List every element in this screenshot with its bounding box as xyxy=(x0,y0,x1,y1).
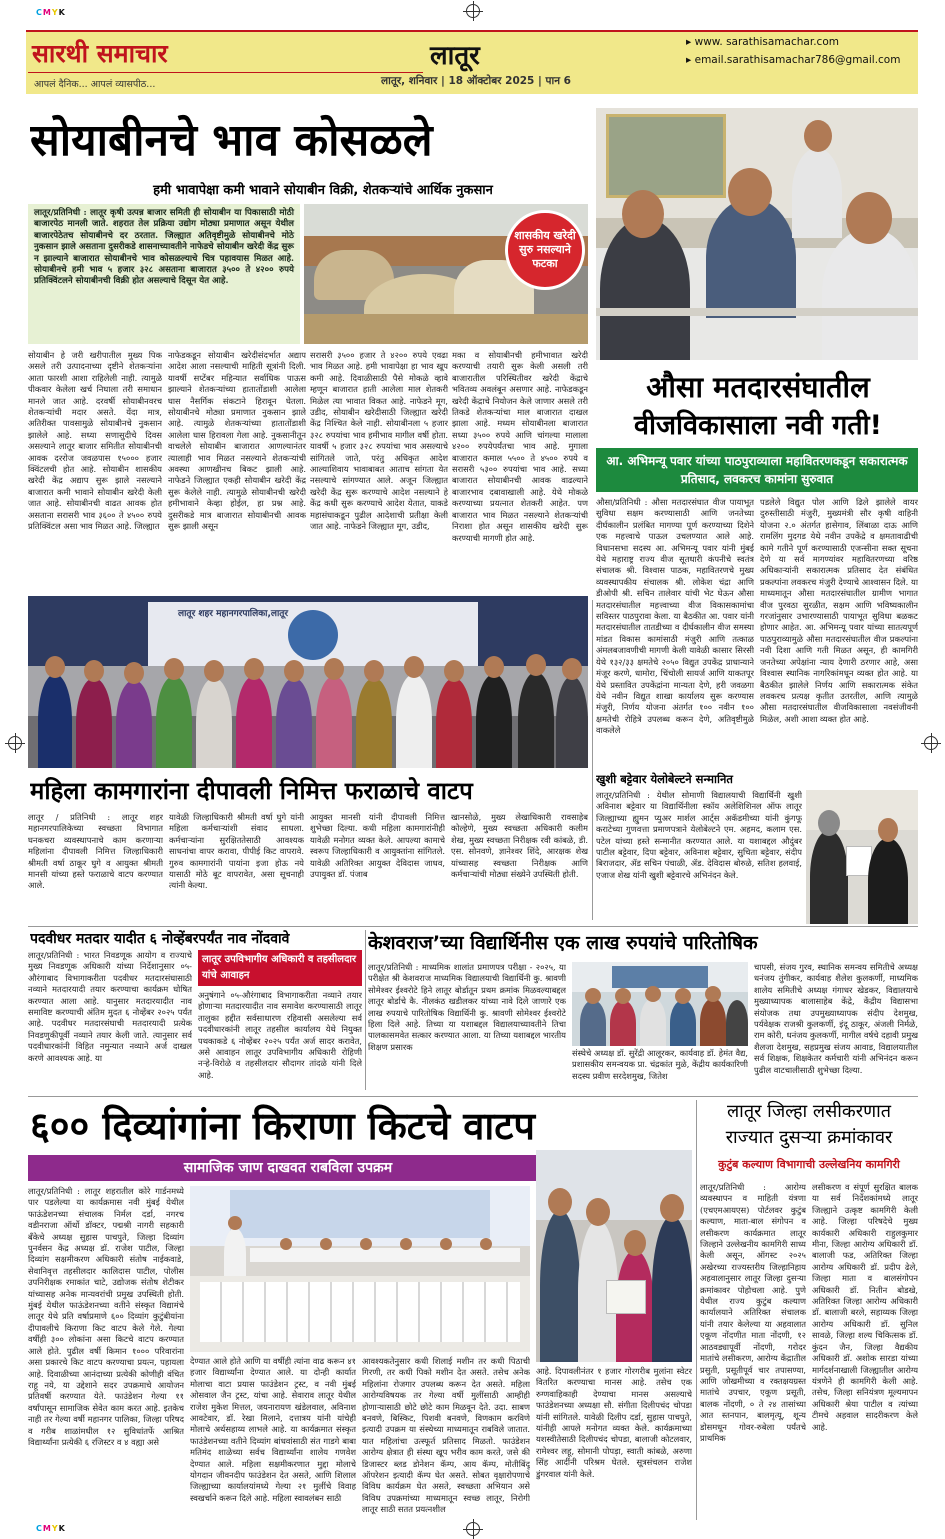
women-col1: लातूर / प्रतिनिधी : लातूर शहर महानगरपालिकेच्या स्वच्छता विभागात घनकचरा व्यवस्थापनाचे काम करणाऱ्या महिलांना दीपावली निमित्त जिल्हाधिकारी श्रीमती वर्षा ठाकूर घुगे व आयुक्त श्रीमती मानसी यांच्या हस्ते फराळाचे वाटप करण्यात आले. xyxy=(28,812,163,891)
website-link[interactable]: ▸ www. sarathisamachar.com xyxy=(686,36,839,48)
cmyk-mark-top: CMYK xyxy=(36,8,66,17)
divyang-col4: आहे. दिपावलीनंतर १ हजार गोरगरीब मुलांना स्वेटर वितरित करण्याचा मानस आहे. तसेच एक रुग्णवाहिकाही देण्याचा मानस असल्याचे फाउंडेशनच्या अध्यक्षा सौ. संगीता दिलीपचंद चोपडा यांनी सांगितले. यावेळी दिलीप दर्डा, सुहास पाचपुते, यांनीही आपले मनोगत व्यक्त केले. कार्यक्रमाच्या यशस्वीतेसाठी दिलीपचंद चोपडा, बालाजी कोटलवार, रामेश्वर लहू, सोमानी पोपड़ा, स्वाती कांबळे, अरुणा सिंह आदींनी परिश्रम घेतले. सूत्रसंचलन राजेश डुंगरवाल यांनी केले. xyxy=(536,1366,692,1479)
divyang-headline: ६०० दिव्यांगांना किराणा किटचे वाटप xyxy=(30,1104,536,1148)
registration-mark-left xyxy=(8,736,22,750)
edition-name: लातूर xyxy=(430,41,480,71)
masthead-tagline: आपलं दैनिक... आपलं व्यासपीठ... xyxy=(34,79,156,90)
mail-icon: ▸ xyxy=(686,54,695,66)
email-link[interactable]: ▸ email.sarathisamachar786@gmail.com xyxy=(686,54,901,66)
keshav-award-photo xyxy=(572,962,748,1046)
women-photo-banner: लातूर शहर महानगरपालिका,लातूर xyxy=(178,609,289,619)
registration-mark-right xyxy=(924,736,938,750)
soybean-subhead: हमी भावापेक्षा कमी भावाने सोयाबीन विक्री, शेतकऱ्यांचे आर्थिक नुकसान xyxy=(153,183,493,198)
ausa-meeting-photo xyxy=(596,108,918,360)
divyang-col2: देण्यात आले होते आणि या वर्षीही त्यांना वाढ करून ४१ हजार विद्यार्थ्यांना देण्यात आले. या दोन्ही कार्यात मोलाचा वाटा प्रयास फाउंडेशन ट्रस्ट, व नवी मुंबई ओसवाल जैन ट्रस्ट, यांचा आहे. सेवाराव लातूर येथील राजेश मुकेश मित्तल, जयनारायण खंडेलवाल, अविनाश आवटेवार, डॉ. रेखा मिलाने, दत्तात्रय यांनी यांचेही मोलाचे अर्थसहाय्य लाभले आहे. या कार्यक्रमात संस्कृत फाउंडेशनच्या वतीने दिव्यांग बांधवांसाठी संत गाडगे बाबा मतिमंद शाळेच्या सर्वच विद्यार्थ्यांना शालेय गणवेश देण्यात आले. महिला सक्षमीकरणात मुद्दा मोलाचे योगदान जीवनदीप फाउंडेशन देत असते, आणि शिलाल जिल्ह्याच्या कार्यालयांमध्ये गेल्या २१ मुलींचे विवाह स्वखर्चाने करून दिले आहे. महिला स्वावलंबन साठी xyxy=(190,1356,356,1503)
women-event-photo xyxy=(28,596,588,768)
khushi-body: लातूर/प्रतिनिधी : येथील सोमाणी विद्यालयाची विद्यार्थिनी खुशी अविनाश बट्टेवार या विद्यार्थिनीला स्कॉय अलेशिशिनल ऑफ लातूर जिल्ह्याच्या ह्युमन प्युअर मार्शल आर्ट्स अकॅडमीच्या यांनी कुंगफू कराटेच्या गुणवत्ता प्रमाणपत्राने येलोबेल्टने एम. अहमद, कलाम एस. पटेल यांच्या हस्ते सन्मानीत करण्यात आले. या यशाबद्दल औदुंबर पाटील बट्टेवार, दिपा बट्टेवार, अविनाश बट्टेवार, सुचिता बट्टेवार, संदीप बिराजदार, ॲड सचिन पंचाळी, ॲड. देविदास बोरुळे, सतिश हलवाई, एजाज शेख यांनी खुशी बट्टेवारचे अभिनंदन केले. xyxy=(596,790,802,880)
soybean-col1: सोयाबीन हे जरी खरीपातील मुख्य पिक असले तरी उत्पादनाच्या दृष्टीने शेतकऱ्यांना आता फारशी आशा राहिलेली नाही. त्यामुळे पीकवार केलेला खर्च निघाला तरी समाधान मानले जात आहे. दरवर्षी सोयाबीनवरच शेतकऱ्यांची मदार असते. येंदा मात्र, अतिरीक्त पावसामुळे सोयाबीनचे नुकसान झालेले आहे. सध्या सणासुदीचे दिवस असल्याने लातूर बाजार समितीत सोयाबीनची आवक दररोज जवळपास १५००० हजार क्विंटलची होत आहे. सोयाबीन शासकीय खरेदी केंद्र अद्याप सुरू झाले नसल्याने बाजारात कमी भावाने सोयाबीन खरेदी केली जात आहे. सोयाबीनची वाढत आवक होत असताना सरासरी भाव ३६०० ते ४५०० रुपये प्रतिक्विंटल असा भाव मिळत आहे. जिल्ह्यात xyxy=(28,350,162,532)
divyang-col1: लातूर/प्रतिनिधी : लातूर शहरातील कोरे गार्डनमध्ये पार पडलेल्या या कार्यक्रमास नवी मुंबई येथील फाऊंडेशनच्या संचालक निर्मल दर्डा, नगरच वडीनराजा ऑर्थो डॉक्टर, पद्मश्री नागरी सहकारी बँकेचे अध्यक्ष सुहास पाचपुते, जिल्हा दिव्यांग पुनर्वसन केंद्र अध्यक्ष डॉ. राजेश पाटील, जिल्हा दिव्यांग सक्षमीकरण अधिकारी संतोष नाईकवाडे, सेवानिवृत्त तहसीलदार कालिदास पाटील, पोलीस उपनिरीक्षक रमाकांत चाटे, उद्योजक संतोष शेटीकर यांच्यासह अनेक मान्यवरांची प्रमुख उपस्थिती होती. मुंबई येथील फाऊंडेशनच्या वतीने संस्कृत विद्यामंचे लातूर येथे प्रति वर्षाप्रमाणे ६०० दिव्यांग कुटुंबीयांना दीपावलीचे किराणा किट वाटप केले गेले. गेल्या वर्षीही ३०० लोकांना असा किटचे वाटप करण्यात आले होते. पुढील वर्षी किमान १००० परिवारांना असा प्रकारचे किट वाटप करण्याचा प्रयत्न, पहायला आहे. दिवाळीच्या आनंदाच्या प्रत्येकी कोणीही वंचित राहू नये, या उद्देशाने सदर उपक्रमाचे आयोजन प्रतिवर्षी करण्यात येते. फाउंडेशन गेल्या ११ वर्षांपासून सामाजिक सेवेत काम करत आहे. इतकेच नाही तर गेल्या वर्षी महानगर पालिका, जिल्हा परिषद व गरीब शाळांमधील १२ सुविधांतर्फे आश्रित विद्यार्थ्यांना प्रत्येकी ६ रजिस्टर व ४ वह्या असे xyxy=(28,1186,184,1447)
divyang-subhead: सामाजिक जाण दाखवत राबविला उपक्रम xyxy=(28,1155,548,1181)
women-col2: यावेळी जिल्हाधिकारी श्रीमती वर्षा घुगे यांनी महिला कर्मचाऱ्यांशी संवाद साधला. कर्मचाऱ्यांना सुरक्षिततेसाठी आवश्यक साधनांचा वापर करावा, पीपीई किट वापरावे. गुरुव कामगारांनी पायांना इजा होऊ नये यासाठी मोठे बूट वापरावेत, असा सूचनाही त्यांनी केल्या. xyxy=(169,812,304,891)
vaccination-headline-line1: लातूर जिल्हा लसीकरणात xyxy=(726,1101,892,1122)
keshav-headline: केशवराज’च्या विद्यार्थिनीस एक लाख रुपयांचे पारितोषिक xyxy=(368,932,758,954)
keshav-col1: लातूर/प्रतिनिधी : माध्यमिक शालांत प्रमाणपत्र परीक्षा - २०२५, या परीक्षेत श्री केशवराज माध्यमिक विद्यालयाची विद्यार्थिनी कु. श्रावणी सोमेश्वर ईश्वरोटे हिने लातूर बोर्डातून प्रथम क्रमांक मिळवल्याबद्दल लातूर बोर्डाचे कै. नीलकंठ खडीलकर यांच्या नावे दिले जाणारे एक लाख रुपयाचे पारितोषिक विद्यार्थिनी कु. श्रावणी सोमेश्वर ईश्वरोटे हिला दिले आहे. तिच्या या यशाबद्दल विद्यालयाच्यावतीने तिचा पालकासमवेत सत्कार करण्यात आला. या तिच्या यशाबद्दल भारतीय शिक्षण प्रसारक xyxy=(368,962,566,1052)
dateline: लातूर, शनिवार | 18 ऑक्टोबर 2025 | पान 6 xyxy=(381,75,571,87)
vaccination-subhead: कुटुंब कल्याण विभागाची उल्लेखनिय कामगिरी xyxy=(718,1158,900,1171)
cmyk-mark-bottom: CMYK xyxy=(36,1524,66,1533)
globe-icon: ▸ xyxy=(686,36,695,48)
vaccination-col1: लातूर/प्रतिनिधी : आरोग्य व्यवस्थापन व माहिती यंत्रणा (एचएमआयएस) पोर्टलवर कुटुंब कल्याण, माता-बाल संगोपन व लसीकरण कार्यक्रमात लातूर जिल्हाने उल्लेखनीय कामगिरी साध्य केली असून, ऑगस्ट २०२५ अखेरच्या राज्यस्तरीय जिल्हानिहाय अहवालानुसार लातूर जिल्हा दुसऱ्या क्रमांकावर पोहोचला आहे. पुणे येथील राज्य कुटुंब कल्याण कार्यालयाने अतिरिक्त संचालक यांनी तयार केलेल्या या अहवालात एकूण नोंदणीत माता नोंदणी, १२ आठवड्यापूर्वी नोंदणी, गरोदर मातांचे लसीकरण, आरोग्य केंद्रातील प्रसुती, प्रसूतीपूर्व चार तपासण्या, आणि जोखमीच्या व रक्तक्षयग्रस्त मातांचे उपचार, एकूण प्रसूती, बालक नोंदणी, ० ते २४ तासांच्या आत स्तनपान, बालमृत्यू, शून्य डोसमधून गोवर-रुबेला पर्यंतचे प्राथमिक xyxy=(700,1182,806,1443)
soybean-col4: मका व सोयाबीनची हमीभावात खरेदी करण्याची तयारी सुरू केली असली तरी बाजारातील परिस्थितीवर खरेदी केंद्राचे भवितव्य अवलंबून असणार आहे. नाफेडकडून खरेदी केंद्राचे नियोजन केले जाणार असले तरी तिकडे शेतकऱ्यांचा माल बाजारात दाखल झाला आहे. मध्यम सोयाबीनला बाजारात सध्या ३५०० रुपये आणि चांगल्या मालाला ४२०० रुपयेपर्यंतचा भाव आहे. मुगाला बाजारात कमाल ५५०० ते ४५०० रुपये व सरासरी ५३०० रुपयांचा भाव आहे. सध्या बाजारात सोयाबीनची आवक वाढल्याने बाजारभाव दबावाखाली आहे. येथे मोकळे करण्याच्या प्रयत्नात शेतकरी आहेत. पण बाजारात भाव मिळत नसल्याने शेतकऱ्यांची निराशा होत असून शासकीय खरेदी सुरू करण्याची मागणी होत आहे. xyxy=(452,350,588,543)
registration-mark-top xyxy=(466,4,480,18)
women-col3: आयुक्त मानसी यांनी दीपावली निमित्त शुभेच्छा दिल्या. कधी महिला कामगारांनीही यावेळी मनोगत व्यक्त केले. आपल्या कामाचे स्वरूप जिल्हाधिकारी व आयुक्तांना सांगितले. यावेळी अतिरिक्त आयुक्त देविदास जाधव, उपायुक्त डॉ. पंजाब xyxy=(310,812,445,880)
soybean-col2: नाफेडकडून सोयाबीन खरेदीसंदर्भात अद्याप आदेश आला नसल्याची माहिती सूत्रांनी दिली. यावर्षी सप्टेंबर महिन्यात सर्वाधिक पाऊस झाल्याने शेतकऱ्यांच्या हातातोंडाशी आलेला घास नैसर्गिक संकटाने हिरावून घेतला. सोयाबीनचे मोठ्या प्रमाणात नुकसान झाले आहे. त्यामुळे शेतकऱ्यांच्या हातातोंडाशी आलेला घास हिरावला गेला आहे. नुकसानीतून वाचलेले सोयाबीन बाजारात आणल्यानंतर त्यालाही भाव मिळत नसल्याने शेतकऱ्यांची अवस्था आणखीनच बिकट झाली आहे. नाफेडने जिल्ह्यात एकही सोयाबीन खरेदी केंद्र सुरू केलेले नाही. त्यामुळे सोयाबीनची खरेदी हमीभावाने केव्हा होईल, हा प्रश्न आहे. दुसरीकडे मात्र बाजारात सोयाबीनची आवक सुरू झाली असून xyxy=(168,350,306,532)
keshav-col3: चापसी, संजय गुरव, स्थानिक समन्वय समितीचे अध्यक्ष धनंजय तुंगीकर, कार्यवाह शैलेश कुलकर्णी, माध्यमिक शालेय समितीचे अध्यक्ष गंगाधर खेडकर, विद्यालयाचे मुख्याध्यापक बालासाहेब केंद्रे, केंद्रीय विद्यासभा संयोजक तथा उपमुख्याध्यापक संदीप देशमुख, पर्यवेक्षक राजश्री कुलकर्णी, इंदू ठाकूर, अंजली निर्मळे, राम कोरी, धनंजय कुलकर्णी, मागील वर्षचे दहावी प्रमुख शैलजा देशमुख, सहप्रमुख संजय आवाड, विद्यालयातील सर्व शिक्षक, शिक्षकेतर कर्मचारी यांनी अभिनंदन करून पुढील वाटचालीसाठी शुभेच्छा दिल्या. xyxy=(754,962,918,1075)
women-headline: महिला कामगारांना दीपावली निमित्त फराळाचे वाटप xyxy=(30,777,473,805)
masthead xyxy=(26,30,918,94)
column-rule xyxy=(365,930,366,1090)
divyang-col3: आवश्यकतेनुसार कधी शिलाई मशीन तर कधी पिठाची गिरणी, तर कधी पिको मशीन देत असते. तसेच अनेक महिलांना रोजगार उपलब्ध करून देत असते. महिला आरोग्यविषयक तर गेल्या वर्षी मुलींसाठी आम्हीही होणाऱ्यासाठी छोटे छोटे काम मिळवून देते. उदा. साबण बनवणे, बिस्किट, पिशवी बनवणे, विणकाम करविणे इत्यादी उपक्रम या संस्थेच्या माध्यमातून राबविले जातात. यात महिलांचा उत्स्फूर्त प्रतिसाद मिळतो. फाउंडेशन आरोग्य क्षेत्रात ही संस्था खूप भरीव काम करते, जसे की डिजास्टर ब्लड डोनेशन कॅम्प, आय कॅम्प, मोतीबिंदू ऑपरेशन इत्यादी कॅम्प घेत असते. सोबत वृक्षारोपणाचे विविध कार्यक्रम घेत असते, स्वच्छता अभियान असे विविध उपक्रमांच्या माध्यमातून स्वच्छ लातूर, निरोगी लातूर साठी सतत प्रयत्नशील xyxy=(362,1356,530,1515)
registration-mark-bottom xyxy=(466,1522,480,1536)
section-rule xyxy=(28,1096,918,1097)
divyang-stage-photo xyxy=(190,1186,530,1352)
ausa-headline-line2: वीजविकासाला नवी गती! xyxy=(633,410,882,441)
soybean-badge: शासकीय खरेदी सुरु नसल्याने फटका xyxy=(505,210,585,290)
ausa-headline-line1: औसा मतदारसंघातील xyxy=(646,370,870,404)
voter-col1: लातूर/प्रतिनिधी : भारत निवडणूक आयोग व राज्याचे मुख्य निवडणूक अधिकारी यांच्या निर्देशानुसार ०५-औरंगाबाद विभागाकरीता पदवीधर मतदारसंघासाठी नव्याने मतदारयादी तयार करण्याचा कार्यक्रम घोषित करण्यात आला आहे. यानुसार मतदारयादीत नाव समाविष्ट करण्याची अंतिम मुदत ६ नोव्हेंबर २०२५ पर्यंत आहे. पदवीधर मतदारसंघाची मतदारयादी प्रत्येक निवडणुकीपूर्वी नव्याने तयार केली जाते. त्यानुसार सर्व पदवीधारकांनी विहित नमुन्यात नव्याने अर्ज दाखल करणे आवश्यक आहे. या xyxy=(28,950,192,1063)
voter-headline: पदवीधर मतदार यादीत ६ नोव्हेंबरपर्यंत नाव नोंदवावे xyxy=(30,931,290,947)
soybean-headline: सोयाबीनचे भाव कोसळले xyxy=(30,115,433,166)
section-rule xyxy=(28,926,918,927)
women-col4: खानसोळे, मुख्य लेखाधिकारी रावसाहेब कोल्हेणे, मुख्य स्वच्छता अधिकारी कलीम शेख, मुख्य स्वच्छता निरीक्षक रवी कांबळे, डी. एस. सोनवणे, ज्ञानेश्वर शिंदे, आरक्षक शेख यांच्यासह स्वच्छता निरीक्षक आणि कर्मचाऱ्यांची मोठ्या संख्येने उपस्थिती होती. xyxy=(451,812,588,880)
brand-logo: सारथी समाचार xyxy=(32,39,168,68)
column-rule xyxy=(592,600,593,920)
ausa-col1: औसा/प्रतिनिधी : औसा मतदारसंघात वीज पायाभूत सुविधा सक्षम करण्यासाठी आणि जनतेच्या दीर्घकालीन प्रलंबित मागण्या पूर्ण करण्याच्या दिशेने एक महत्त्वाचे पाऊल उचलण्यात आले आहे. विधानसभा सदस्य आ. अभिमन्यू पवार यांनी मुंबई येथे महाराष्ट्र राज्य वीज सूतधारी कंपनीचे स्वतंत्र संचालक श्री. विश्वास पाठक, महावितरणचे मुख्य व्यवस्थापकीय संचालक श्री. लोकेश चंद्रा आणि डीओपी श्री. सचिन तालेवार यांची भेट घेऊन औसा मतदारसंघातील महत्त्वाच्या वीज विकासकामांचा सविस्तर पाठपुरावा केला. या बैठकीत आ. पवार यांनी मतदारसंघातील तातडीच्या व दीर्घकालीन वीज समस्या मांडत विकास कामांसाठी मंजुरी आणि तत्काळ अंमलबजावणीची मागणी केली यावेळी कासार सिरसी येथे १३२/३३ क्षमतेचे २०५० विद्युत उपकेंद्र प्राधान्याने मंजूर करणे, धामोरा, चिंचोली सायर्ज आणि याकतपूर येथे प्रस्तावित उपकेंद्रांना मान्यता देणे, हरी जवळगा येथे नवीन विद्युत शाखा कार्यालय सुरू करण्यास मंजुरी, निर्णय योजना अंतर्गत १०० नवीन १०० क्षमतेची रोहित्रे उपलब्ध करून देणे, अतिवृष्टीमुळे वाकलेले xyxy=(596,497,754,736)
ausa-col2: पडलेले विद्युत पोल आणि ढिले झालेले वायर दुरुस्तीसाठी मंजुरी, मुख्यमंत्री सौर कृषी वाहिनी योजना २.० अंतर्गत हासेगाव, लिंबाळा दाऊ आणि रामलिंग मुदगड येथे नवीन उपकेंद्रे व क्षमतावाढीची कामे गतीने पूर्ण करण्यासाठी एजन्सीना सक्त सूचना देणे या सर्व मागण्यांवर महावितरणच्या वरिष्ठ अधिकाऱ्यांनी सकारात्मक प्रतिसाद देत संबंधित प्रकल्पांना लवकरच मंजुरी देण्याचे आश्वासन दिले. या माध्यमातून औसा मतदारसंघातील ग्रामीण भागात वीज पुरवठा सुरळीत, सक्षम आणि भविष्यकालीन गरजांनुसार उभारण्यासाठी पायाभूत सुविधा बळकट होणार आहेत. आ. अभिमन्यू पवार यांच्या सातत्यपूर्ण पाठपुराव्यामुळे औसा मतदारसंघातील वीज प्रकल्पांना नवी दिशा आणि गती मिळत असून, ही कामगिरी जनतेच्या अपेक्षांना न्याय देणारी ठरणार आहे, असा विश्वास स्थानिक नागरिकांमधून व्यक्त होत आहे. या बैठकीत झालेले निर्णय आणि सकारात्मक संकेत लवकरच प्रत्यक्ष कृतीत उतरतील, आणि त्यामुळे औसा मतदारसंघातील वीजविकासाला नवसंजीवनी मिळेल, अशी आशा व्यक्त होत आहे. xyxy=(760,497,918,724)
column-rule xyxy=(696,1100,697,1520)
divyang-distribution-photo xyxy=(536,1150,692,1362)
soybean-col3: सरासरी ३५०० हजार ते ४२०० रुपये एवढा भाव मिळत आहे. हमी भावापेक्षा हा भाव खूप कमी आहे. दिवाळीसाठी पैसे मोकळे व्हावे म्हणून बाजारात हाती आलेला माल शेतकरी मिळेल त्या भावात विकत आहे. नाफेडने मूग, उडीद, सोयाबीन खरेदीसाठी जिल्ह्यात खरेदी केंद्र निश्चित केले नाही. सोयाबीनला ५ हजार ३२८ रुपयांचा भाव हमीभाव मागील वर्षी होता. यावर्षी ५ हजार ३२८ रुपयांचा भाव असल्याचे सांगितले जाते, परंतु अधिकृत आदेश आल्याशिवाय भावाबाबत आताच सांगता येत नसल्याचे सांगण्यात आले. अजून जिल्ह्यात खरेदी केंद्र सुरू करण्याचे आदेश नसल्याने हे केंद्र कधी सुरू करण्याचे आदेश येतात, याकडे महासंघाकडून पुढील आदेशाची प्रतीक्षा केली जात आहे. नाफेडने जिल्ह्यात मूग, उडीद, xyxy=(310,350,448,532)
soybean-intro: लातूर/प्रतिनिधी : लातूर कृषी उत्पन्न बाजार समिती ही सोयाबीन या पिकासाठी मोठी बाजारपेठ मानली जाते. शहरात तेल प्रक्रिया उद्योग मोठ्या प्रमाणात असून येथील बाजारपेठेतच सोयाबीनचे दर ठरतात. जिल्ह्यात अतिवृष्टीमुळे सोयाबीनचे मोठे नुकसान झाले असताना दुसरीकडे शासनाच्यावतीने नाफेडचे सोयाबीन खरेदी केंद्र सुरू न झाल्याने बाजारात सोयाबीनचे भाव कोसळल्याचे चित्र पहावयास मिळत आहे. सोयाबीनचे हमी भाव ५ हजार ३२८ असताना बाजारात ३५०० ते ४२०० रुपये प्रतिक्विंटलने सोयाबीनची विक्री होत असल्याचे दिसून येत आहे. xyxy=(28,204,300,344)
voter-col2: अनुषंगाने ०५-औरंगाबाद विभागाकरीता नव्याने तयार होणाऱ्या मतदारयादीत नाव समावेश करण्यासाठी लातूर तालुका हद्दीत सर्वसाधारण रहिवासी असलेल्या सर्व पदवीधारकांनी लातूर तहसील कार्यालय येथे नियुक्त पथकाकडे ६ नोव्हेंबर २०२५ पर्यंत अर्ज सादर करावेत, असे आवाहन लातूर उपविभागीय अधिकारी रोहिणी नऱ्हे-विरोळे व तहसीलदार सौदागर तांदळे यांनी दिले आहे. xyxy=(198,990,362,1080)
khushi-photo xyxy=(806,790,918,924)
ausa-subhead: आ. अभिमन्यू पवार यांच्या पाठपुराव्याला महावितरणकडून सकारात्मक प्रतिसाद, लवकरच कामांना सुरुवात xyxy=(596,448,918,492)
keshav-caption: संस्थेचे अध्यक्ष डॉ. सुरेंद्री आलूरकर, कार्यवाह डॉ. हेमंत वैद्य, प्रशासकीय समन्वयक प्रा. चंद्रकांत मुळे, केंद्रीय कार्यकारिणी सदस्य प्रवीण सरदेशमुख, जितेश xyxy=(572,1048,748,1081)
vaccination-headline-line2: राज्यात दुसऱ्या क्रमांकावर xyxy=(725,1127,893,1148)
khushi-headline: खुशी बट्टेवार येलोबेल्टने सन्मानित xyxy=(596,772,733,786)
voter-callout: लातूर उपविभागीय अधिकारी व तहसीलदार यांचे आवाहन xyxy=(198,950,362,986)
vaccination-col2: लसीकरण व संपूर्ण सुरक्षित बालक या सर्व निर्देशकांमध्ये लातूर जिल्ह्याने उत्कृष्ट कामगिरी केली आहे. जिल्हा परिषदेचे मुख्य कार्यकारी अधिकारी राहुलकुमार मीना, जिल्हा आरोग्य अधिकारी डॉ. बालाजी फड, अतिरिक्त जिल्हा आरोग्य अधिकारी डॉ. प्रदीप ढेले, जिल्हा माता व बालसंगोपन अधिकारी डॉ. नितीन बोडखे, अतिरिक्त जिल्हा आरोग्य अधिकारी डॉ. बालाजी बरले, सहाय्यक जिल्हा आरोग्य अधिकारी डॉ. सुनिल सावळे, जिल्हा शल्य चिकित्सक डॉ. कुंदन जैन, जिल्हा वैद्यकीय अधिकारी डॉ. अशोक सारडा यांच्या मार्गदर्शनाखाली जिल्ह्यातील आरोग्य यंत्रणेने ही कामगिरी केली आहे. तसेच, जिल्हा सनियंत्रण मूल्यमापन अधिकारी श्रेया पाटील व त्यांच्या टीमचे अहवाल सादरीकरण केले आहे. xyxy=(812,1182,918,1432)
